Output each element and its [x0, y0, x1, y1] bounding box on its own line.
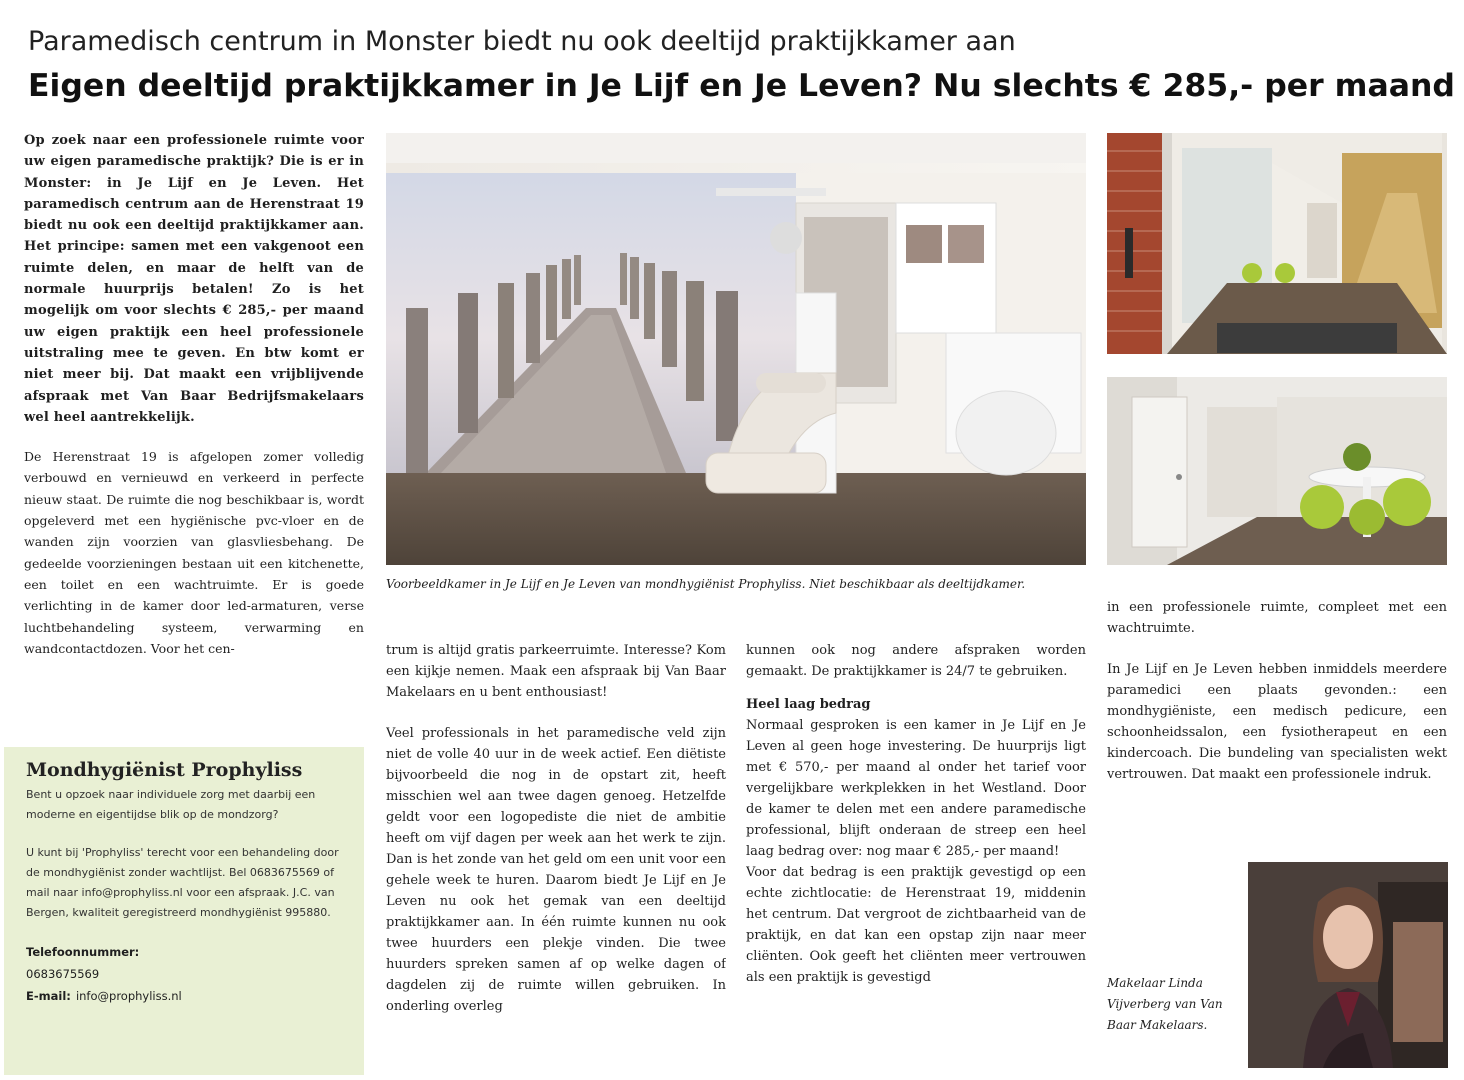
article-paragraph: Normaal gesproken is een kamer in Je Lijf en Je Leven al geen hoge investering. De huurprijs ligt met € 570,- per maand al onder het tarief voor vergelijkbare werkplekken in het Westland. Door de kamer te delen met een andere paramedische professional, blijft onderaan de streep een heel laag bedrag over: nog maar € 285,- per maand!: [746, 718, 1086, 859]
article-paragraph: Veel professionals in het paramedische veld zijn niet de volle 40 uur in de week actief. Een diëtiste bijvoorbeeld die nog in de opstart zit, heeft misschien wel aan twee dagen genoeg. Hetzelfde geldt voor een logopediste die niet de ambitie heeft om vijf dagen per week aan het werk te zijn. Dan is het zonde van het geld om een unit voor een gehele week te huren. Daarom biedt Je Lijf en Je Leven nu ook het gemak van een deeltijd praktijkkamer aan. In één ruimte kunnen nu ook twee huurders een plekje vinden. Die twee huurders spreken samen af op welke dagen of dagdelen zij de ruimte willen gebruiken. In onderling overleg: [386, 726, 726, 1014]
column-4: [1107, 597, 1447, 837]
photo-portrait-linda: [1248, 862, 1448, 1068]
email-value: info@prophyliss.nl: [75, 989, 182, 1003]
advert-intro: Bent u opzoek naar individuele zorg met daarbij een moderne en eigentijdse blik op de mondzorg?: [26, 788, 316, 821]
article-paragraph: trum is altijd gratis parkeerruimte. Interesse? Kom een kijkje nemen. Maak een afspraak bij Van Baar Makelaars en u bent enthousiast!: [386, 643, 726, 700]
article-subheading: Heel laag bedrag: [746, 697, 871, 712]
article-paragraph: Voor dat bedrag is een praktijk gevestigd op een echte zichtlocatie: de Herenstraat 19, middenin het centrum. Dat vergroot de zichtbaarheid van de praktijk, en dat kan een opstap zijn naar meer cliënten. Ook geeft het cliënten meer vertrouwen als een praktijk is gevestigd: [746, 865, 1086, 985]
photo-treatment-room: [386, 133, 1086, 565]
photo-entrance-corridor: [1107, 133, 1447, 354]
column-3: [746, 640, 1086, 1070]
article-lead: Op zoek naar een professionele ruimte voor uw eigen paramedische praktijk? Die is er in Monster: in Je Lijf en Je Leven. Het paramedisch centrum aan de Herenstraat 19 biedt nu ook een deeltijd praktijkkamer aan. Het principe: samen met een vakgenoot een ruimte delen, en maar de helft van de normale huurprijs betalen! Zo is het mogelijk om voor slechts € 285,- per maand uw eigen praktijk een heel professionele uitstraling mee te geven. En btw komt er niet meer bij. Dat maakt een vrijblijvende afspraak met Van Baar Bedrijfsmakelaars wel heel aantrekkelijk.: [24, 133, 364, 425]
article-paragraph: in een professionele ruimte, compleet met een wachtruimte.: [1107, 600, 1447, 636]
article-headline: Eigen deeltijd praktijkkamer in Je Lijf en Je Leven? Nu slechts € 285,- per maand: [28, 68, 1455, 104]
column-1: [24, 130, 364, 740]
email-label: E-mail:: [26, 989, 71, 1003]
article-paragraph: In Je Lijf en Je Leven hebben inmiddels meerdere paramedici een plaats gevonden.: een mondhygiëniste, een medisch pedicure, een schoonheidssalon, een fysiotherapeut en een kindercoach. Die bundeling van specialisten wekt vertrouwen. Dat maakt een professionele indruk.: [1107, 662, 1447, 782]
article-paragraph: kunnen ook nog andere afspraken worden gemaakt. De praktijkkamer is 24/7 te gebruiken.: [746, 643, 1086, 679]
advert-body: U kunt bij 'Prophyliss' terecht voor een behandeling door de mondhygiënist zonder wachtlijst. Bel 0683675569 of mail naar info@prophyliss.nl voor een afspraak. J.C. van Bergen, kwaliteit geregistreerd mondhygiënist 995880.: [26, 846, 339, 919]
photo-waiting-area: [1107, 377, 1447, 565]
column-2: [386, 640, 726, 1070]
phone-value: 0683675569: [26, 967, 100, 981]
article-kicker: Paramedisch centrum in Monster biedt nu ook deeltijd praktijkkamer aan: [28, 26, 1016, 57]
advert-box: [4, 747, 364, 1075]
phone-label: Telefoonnummer:: [26, 945, 140, 959]
advert-title: Mondhygiënist Prophyliss: [26, 759, 303, 781]
portrait-caption: Makelaar Linda Vijverberg van Van Baar Makelaars.: [1107, 976, 1223, 1032]
article-paragraph: De Herenstraat 19 is afgelopen zomer volledig verbouwd en vernieuwd en verkeerd in perfecte nieuw staat. De ruimte die nog beschikbaar is, wordt opgeleverd met een hygiënische pvc-vloer en de wanden zijn voorzien van glasvliesbehang. De gedeelde voorzieningen bestaan uit een kitchenette, een toilet en een wachtruimte. Er is goede verlichting in de kamer door led-armaturen, verse luchtbehandeling systeem, verwarming en wandcontactdozen. Voor het cen-: [24, 449, 364, 656]
photo-caption: Voorbeeldkamer in Je Lijf en Je Leven van mondhygiënist Prophyliss. Niet beschikbaar als deeltijdkamer.: [386, 577, 1026, 591]
